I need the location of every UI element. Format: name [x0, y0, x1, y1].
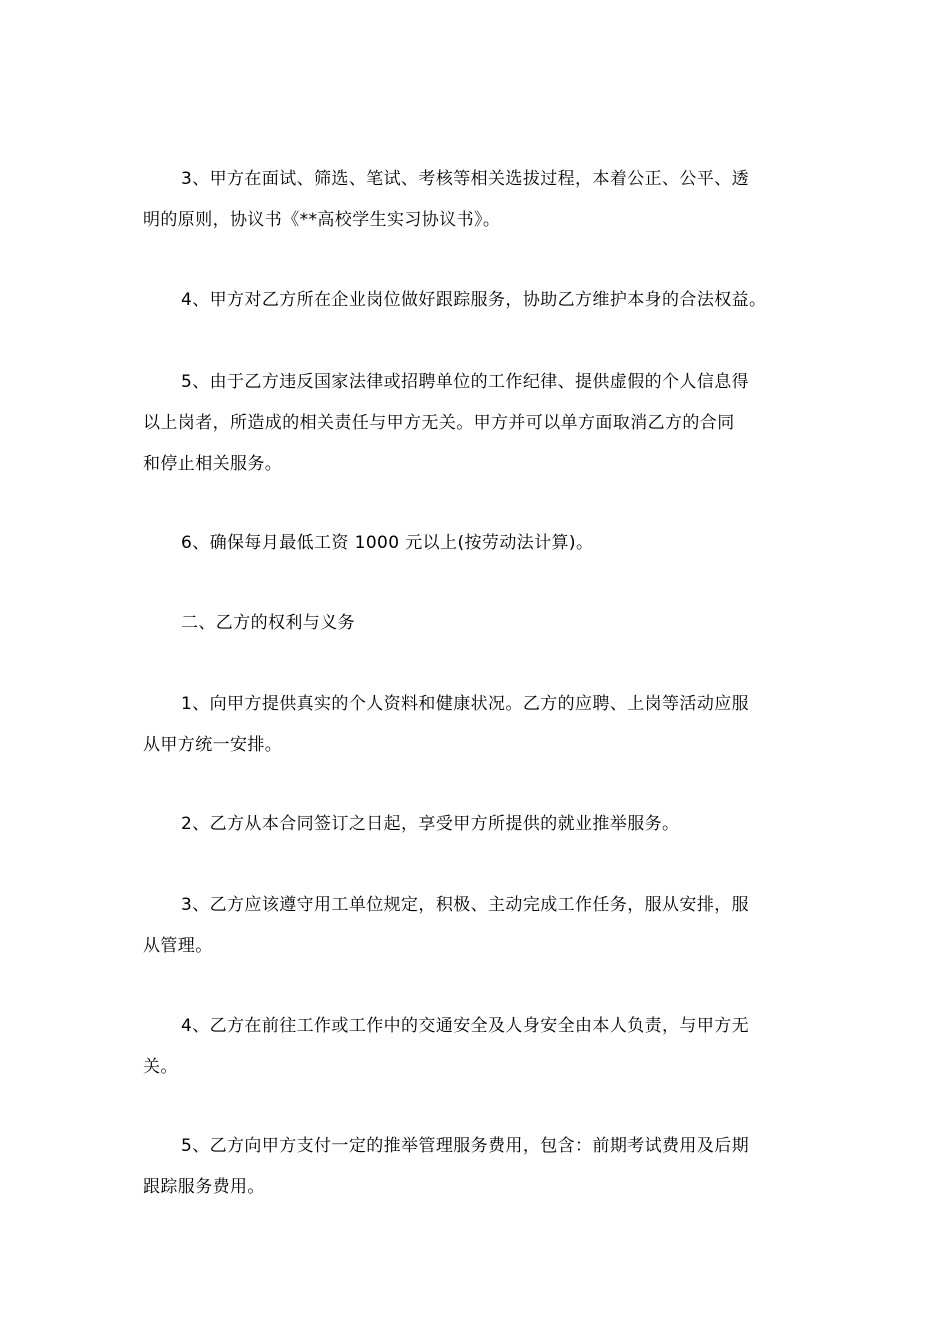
paragraph-line: 6、确保每月最低工资 1000 元以上(按劳动法计算)。 — [181, 533, 594, 553]
clause-6-party-a — [143, 523, 823, 564]
clause-3-party-b — [143, 885, 823, 967]
section-2-heading — [143, 603, 823, 644]
paragraph-line: 3、甲方在面试、筛选、笔试、考核等相关选拔过程，本着公正、公平、透 — [181, 169, 750, 189]
paragraph-line: 4、乙方在前往工作或工作中的交通安全及人身安全由本人负责，与甲方无 — [181, 1016, 750, 1036]
clause-5-party-b — [143, 1126, 823, 1208]
paragraph-line: 5、由于乙方违反国家法律或招聘单位的工作纪律、提供虚假的个人信息得 — [181, 372, 750, 392]
paragraph-line: 以上岗者，所造成的相关责任与甲方无关。甲方并可以单方面取消乙方的合同 — [143, 413, 735, 433]
clause-1-party-b — [143, 684, 823, 766]
paragraph-line: 跟踪服务费用。 — [143, 1177, 265, 1197]
clause-4-party-a — [143, 280, 823, 321]
clause-4-party-b — [143, 1006, 823, 1088]
paragraph-line: 3、乙方应该遵守用工单位规定，积极、主动完成工作任务，服从安排，服 — [181, 895, 750, 915]
paragraph-line: 4、甲方对乙方所在企业岗位做好跟踪服务，协助乙方维护本身的合法权益。 — [181, 290, 767, 310]
clause-3-party-a — [143, 159, 823, 241]
paragraph-line: 明的原则，协议书《**高校学生实习协议书》。 — [143, 210, 501, 230]
paragraph-line: 2、乙方从本合同签订之日起，享受甲方所提供的就业推举服务。 — [181, 814, 680, 834]
paragraph-line: 从甲方统一安排。 — [143, 735, 283, 755]
clause-5-party-a — [143, 362, 823, 485]
clause-2-party-b — [143, 804, 823, 845]
paragraph-line: 从管理。 — [143, 936, 213, 956]
paragraph-line: 1、向甲方提供真实的个人资料和健康状况。乙方的应聘、上岗等活动应服 — [181, 694, 750, 714]
section-heading: 二、乙方的权利与义务 — [181, 613, 355, 633]
paragraph-line: 和停止相关服务。 — [143, 454, 283, 474]
paragraph-line: 5、乙方向甲方支付一定的推举管理服务费用，包含：前期考试费用及后期 — [181, 1136, 750, 1156]
paragraph-line: 关。 — [143, 1057, 178, 1077]
